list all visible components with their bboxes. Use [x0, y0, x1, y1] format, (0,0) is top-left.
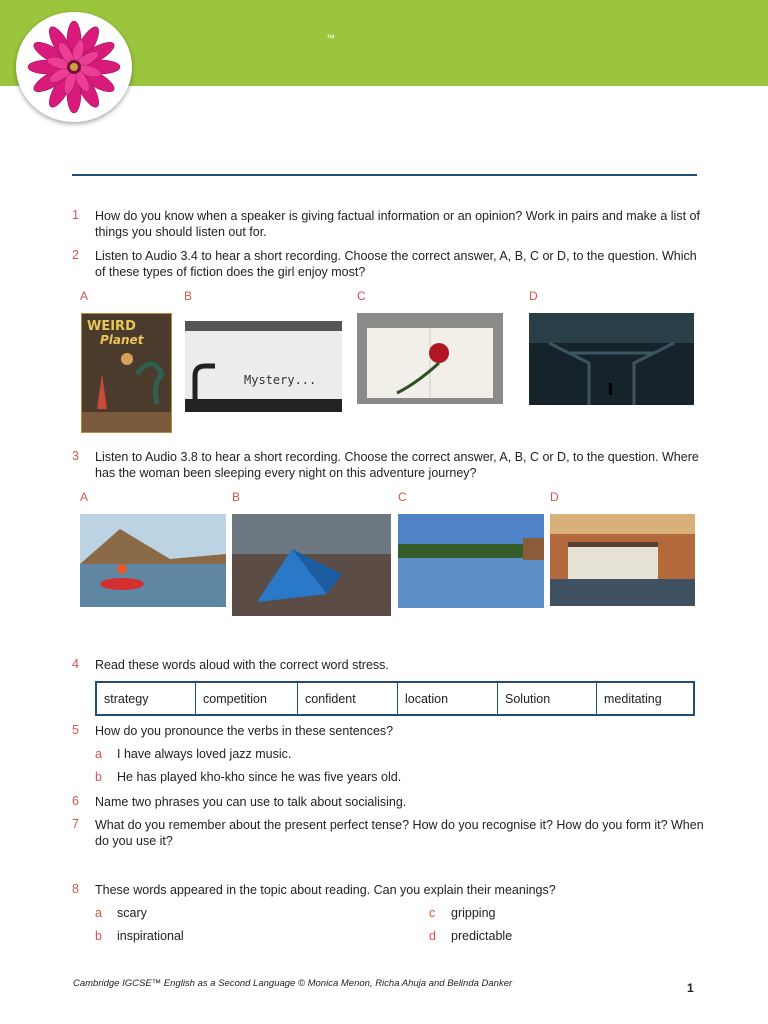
maze-illustration [529, 313, 694, 405]
option-label-b: B [184, 289, 193, 303]
word-cell: location [398, 682, 498, 715]
question-1-text: How do you know when a speaker is giving factual information or an opinion? Work in pairs and make a list of things you should listen out for. [95, 209, 700, 239]
scifi-poster-image [81, 313, 172, 433]
question-4-text: Read these words aloud with the correct word stress. [95, 658, 389, 672]
item-text: inspirational [117, 929, 184, 943]
kayak-illustration [80, 514, 226, 607]
svg-text:WEIRD: WEIRD [87, 319, 136, 334]
question-5-text: How do you pronounce the verbs in these sentences? [95, 724, 394, 738]
scifi-poster-illustration [82, 314, 171, 432]
word-stress-table [95, 681, 695, 716]
option-label-c: C [357, 289, 366, 303]
item-letter: a [95, 747, 102, 761]
trademark-symbol: ™ [326, 33, 335, 43]
footer-copyright: Cambridge IGCSE™ English as a Second Language © Monica Menon, Richa Ahuja and Belinda Danker [73, 978, 513, 989]
option-label-c: C [398, 490, 407, 504]
item-text: predictable [451, 929, 513, 943]
word-cell: Solution [498, 682, 597, 715]
word-cell: confident [298, 682, 398, 715]
question-6-text: Name two phrases you can use to talk about socialising. [95, 795, 407, 809]
question-number: 7 [72, 817, 79, 831]
option-label-a: A [80, 289, 89, 303]
item-letter: b [95, 770, 102, 784]
header-rule [72, 174, 697, 176]
question-number: 1 [72, 208, 79, 222]
book-rose-image [357, 313, 503, 404]
option-label-a: A [80, 490, 89, 504]
item-letter: d [429, 929, 436, 943]
question-7-text: What do you remember about the present perfect tense? How do you recognise it? How do you form it? When do you use it? [95, 818, 704, 848]
question-number: 2 [72, 248, 79, 262]
item-text: He has played kho-kho since he was five years old. [117, 770, 402, 784]
item-text: gripping [451, 906, 496, 920]
item-letter: b [95, 929, 102, 943]
kayak-lake-image [80, 514, 226, 607]
question-number: 5 [72, 723, 79, 737]
lake-reflection-image [398, 514, 544, 608]
question-number: 8 [72, 882, 79, 896]
mystery-caption: Mystery... [244, 373, 317, 387]
item-letter: a [95, 906, 102, 920]
item-letter: c [429, 906, 436, 920]
option-label-d: D [529, 289, 538, 303]
question-number: 6 [72, 794, 79, 808]
word-cell: strategy [96, 682, 196, 715]
tent-illustration [232, 514, 391, 616]
lake-illustration [398, 514, 544, 608]
typewriter-illustration [185, 321, 342, 412]
item-text: I have always loved jazz music. [117, 747, 292, 761]
question-3-text: Listen to Audio 3.8 to hear a short recording. Choose the correct answer, A, B, C or D, to the question. Where has the woman been sleeping every night on this adventure journey? [95, 450, 699, 480]
question-number: 3 [72, 449, 79, 463]
maze-image [529, 313, 694, 405]
svg-text:Planet: Planet [100, 333, 144, 347]
question-8-text: These words appeared in the topic about reading. Can you explain their meanings? [95, 883, 556, 897]
option-label-b: B [232, 490, 241, 504]
lotus-flower-logo [16, 12, 132, 122]
houseboat-image [550, 514, 695, 606]
book-rose-illustration [357, 313, 503, 404]
houseboat-illustration [550, 514, 695, 606]
tent-beach-image [232, 514, 391, 616]
question-2-text: Listen to Audio 3.4 to hear a short recording. Choose the correct answer, A, B, C or D, to the question. Which of these types of fiction does the girl enjoy most? [95, 249, 697, 279]
item-text: scary [117, 906, 147, 920]
lotus-flower-icon [16, 12, 132, 122]
page-number: 1 [687, 981, 694, 995]
word-cell: meditating [597, 682, 695, 715]
typewriter-mystery-image [185, 321, 342, 412]
word-cell: competition [196, 682, 298, 715]
option-label-d: D [550, 490, 559, 504]
question-number: 4 [72, 657, 79, 671]
